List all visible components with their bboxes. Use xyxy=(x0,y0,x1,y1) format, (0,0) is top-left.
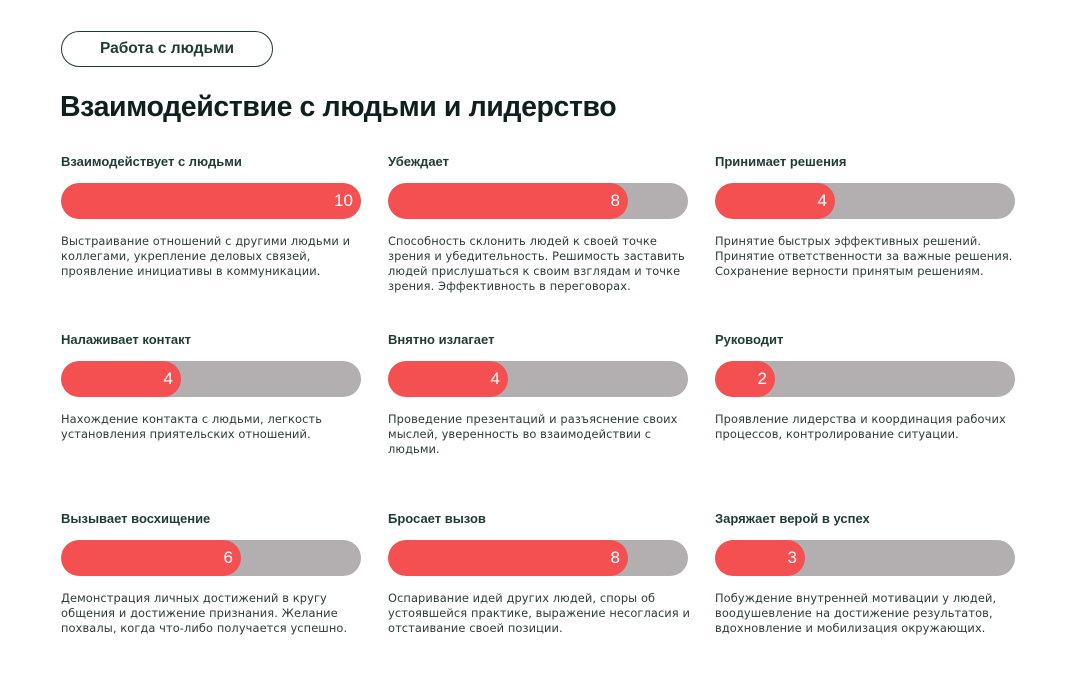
skill-description: Проведение презентаций и разъяснение своих мыслей, уверенность во взаимодействии с людьми. xyxy=(388,412,678,456)
skill-bar-track xyxy=(388,361,688,397)
section-tag xyxy=(61,31,273,67)
skill-bar-track xyxy=(388,540,688,576)
skill-bar-track xyxy=(715,361,1015,397)
skill-score: 4 xyxy=(490,369,500,388)
skill-description: Способность склонить людей к своей точке зрения и убедительность. Решимость заставить людей прислушаться к своим взглядам и точке зрения. Эффективность в переговорах. xyxy=(388,234,685,293)
skill-bar-track xyxy=(61,361,361,397)
skill-description: Нахождение контакта с людьми, легкость установления приятельских отношений. xyxy=(61,412,323,441)
skill-card xyxy=(388,511,690,635)
skill-card xyxy=(61,332,361,441)
skill-score: 8 xyxy=(610,191,620,210)
skill-score: 4 xyxy=(163,369,173,388)
skill-bar-track xyxy=(388,183,688,219)
skill-card xyxy=(715,511,1015,635)
skill-card xyxy=(715,332,1015,441)
skill-description: Демонстрация личных достижений в кругу общения и достижение признания. Желание похвалы, когда что-либо получается успешно. xyxy=(61,591,348,635)
skill-bar-track xyxy=(61,540,361,576)
skill-card xyxy=(715,154,1015,278)
skill-card xyxy=(388,332,688,456)
skill-bar-track xyxy=(61,183,361,219)
skill-score: 6 xyxy=(223,548,233,567)
skill-description: Оспаривание идей других людей, споры об устоявшейся практике, выражение несогласия и отстаивание своей позиции. xyxy=(388,591,690,635)
skill-score: 8 xyxy=(610,548,620,567)
skill-bar-track xyxy=(715,183,1015,219)
skill-title: Налаживает контакт xyxy=(61,332,191,347)
skill-title: Принимает решения xyxy=(715,154,847,169)
skill-score: 3 xyxy=(787,548,797,567)
skill-description: Выстраивание отношений с другими людьми и коллегами, укрепление деловых связей, проявление инициативы в коммуникации. xyxy=(61,234,351,278)
skill-score: 2 xyxy=(757,369,767,388)
skill-title: Руководит xyxy=(715,332,784,347)
skill-title: Внятно излагает xyxy=(388,332,495,347)
skill-score: 4 xyxy=(817,191,827,210)
skill-description: Проявление лидерства и координация рабочих процессов, контролирование ситуации. xyxy=(715,412,1006,441)
skill-card xyxy=(61,154,361,278)
skill-title: Убеждает xyxy=(388,154,449,169)
skill-card xyxy=(61,511,361,635)
skill-description: Принятие быстрых эффективных решений. Принятие ответственности за важные решения. Сохранение верности принятым решениям. xyxy=(715,234,1013,278)
page-title: Взаимодействие с людьми и лидерство xyxy=(60,91,617,123)
skill-title: Заряжает верой в успех xyxy=(715,511,870,526)
skill-card xyxy=(388,154,688,293)
skill-title: Вызывает восхищение xyxy=(61,511,211,526)
skill-description: Побуждение внутренней мотивации у людей, воодушевление на достижение результатов, вдохновление и мобилизация окружающих. xyxy=(715,591,997,635)
skill-score: 10 xyxy=(334,191,353,210)
skill-title: Бросает вызов xyxy=(388,511,486,526)
skill-title: Взаимодействует с людьми xyxy=(61,154,242,169)
section-tag-label: Работа с людьми xyxy=(99,40,235,57)
skill-bar-track xyxy=(715,540,1015,576)
